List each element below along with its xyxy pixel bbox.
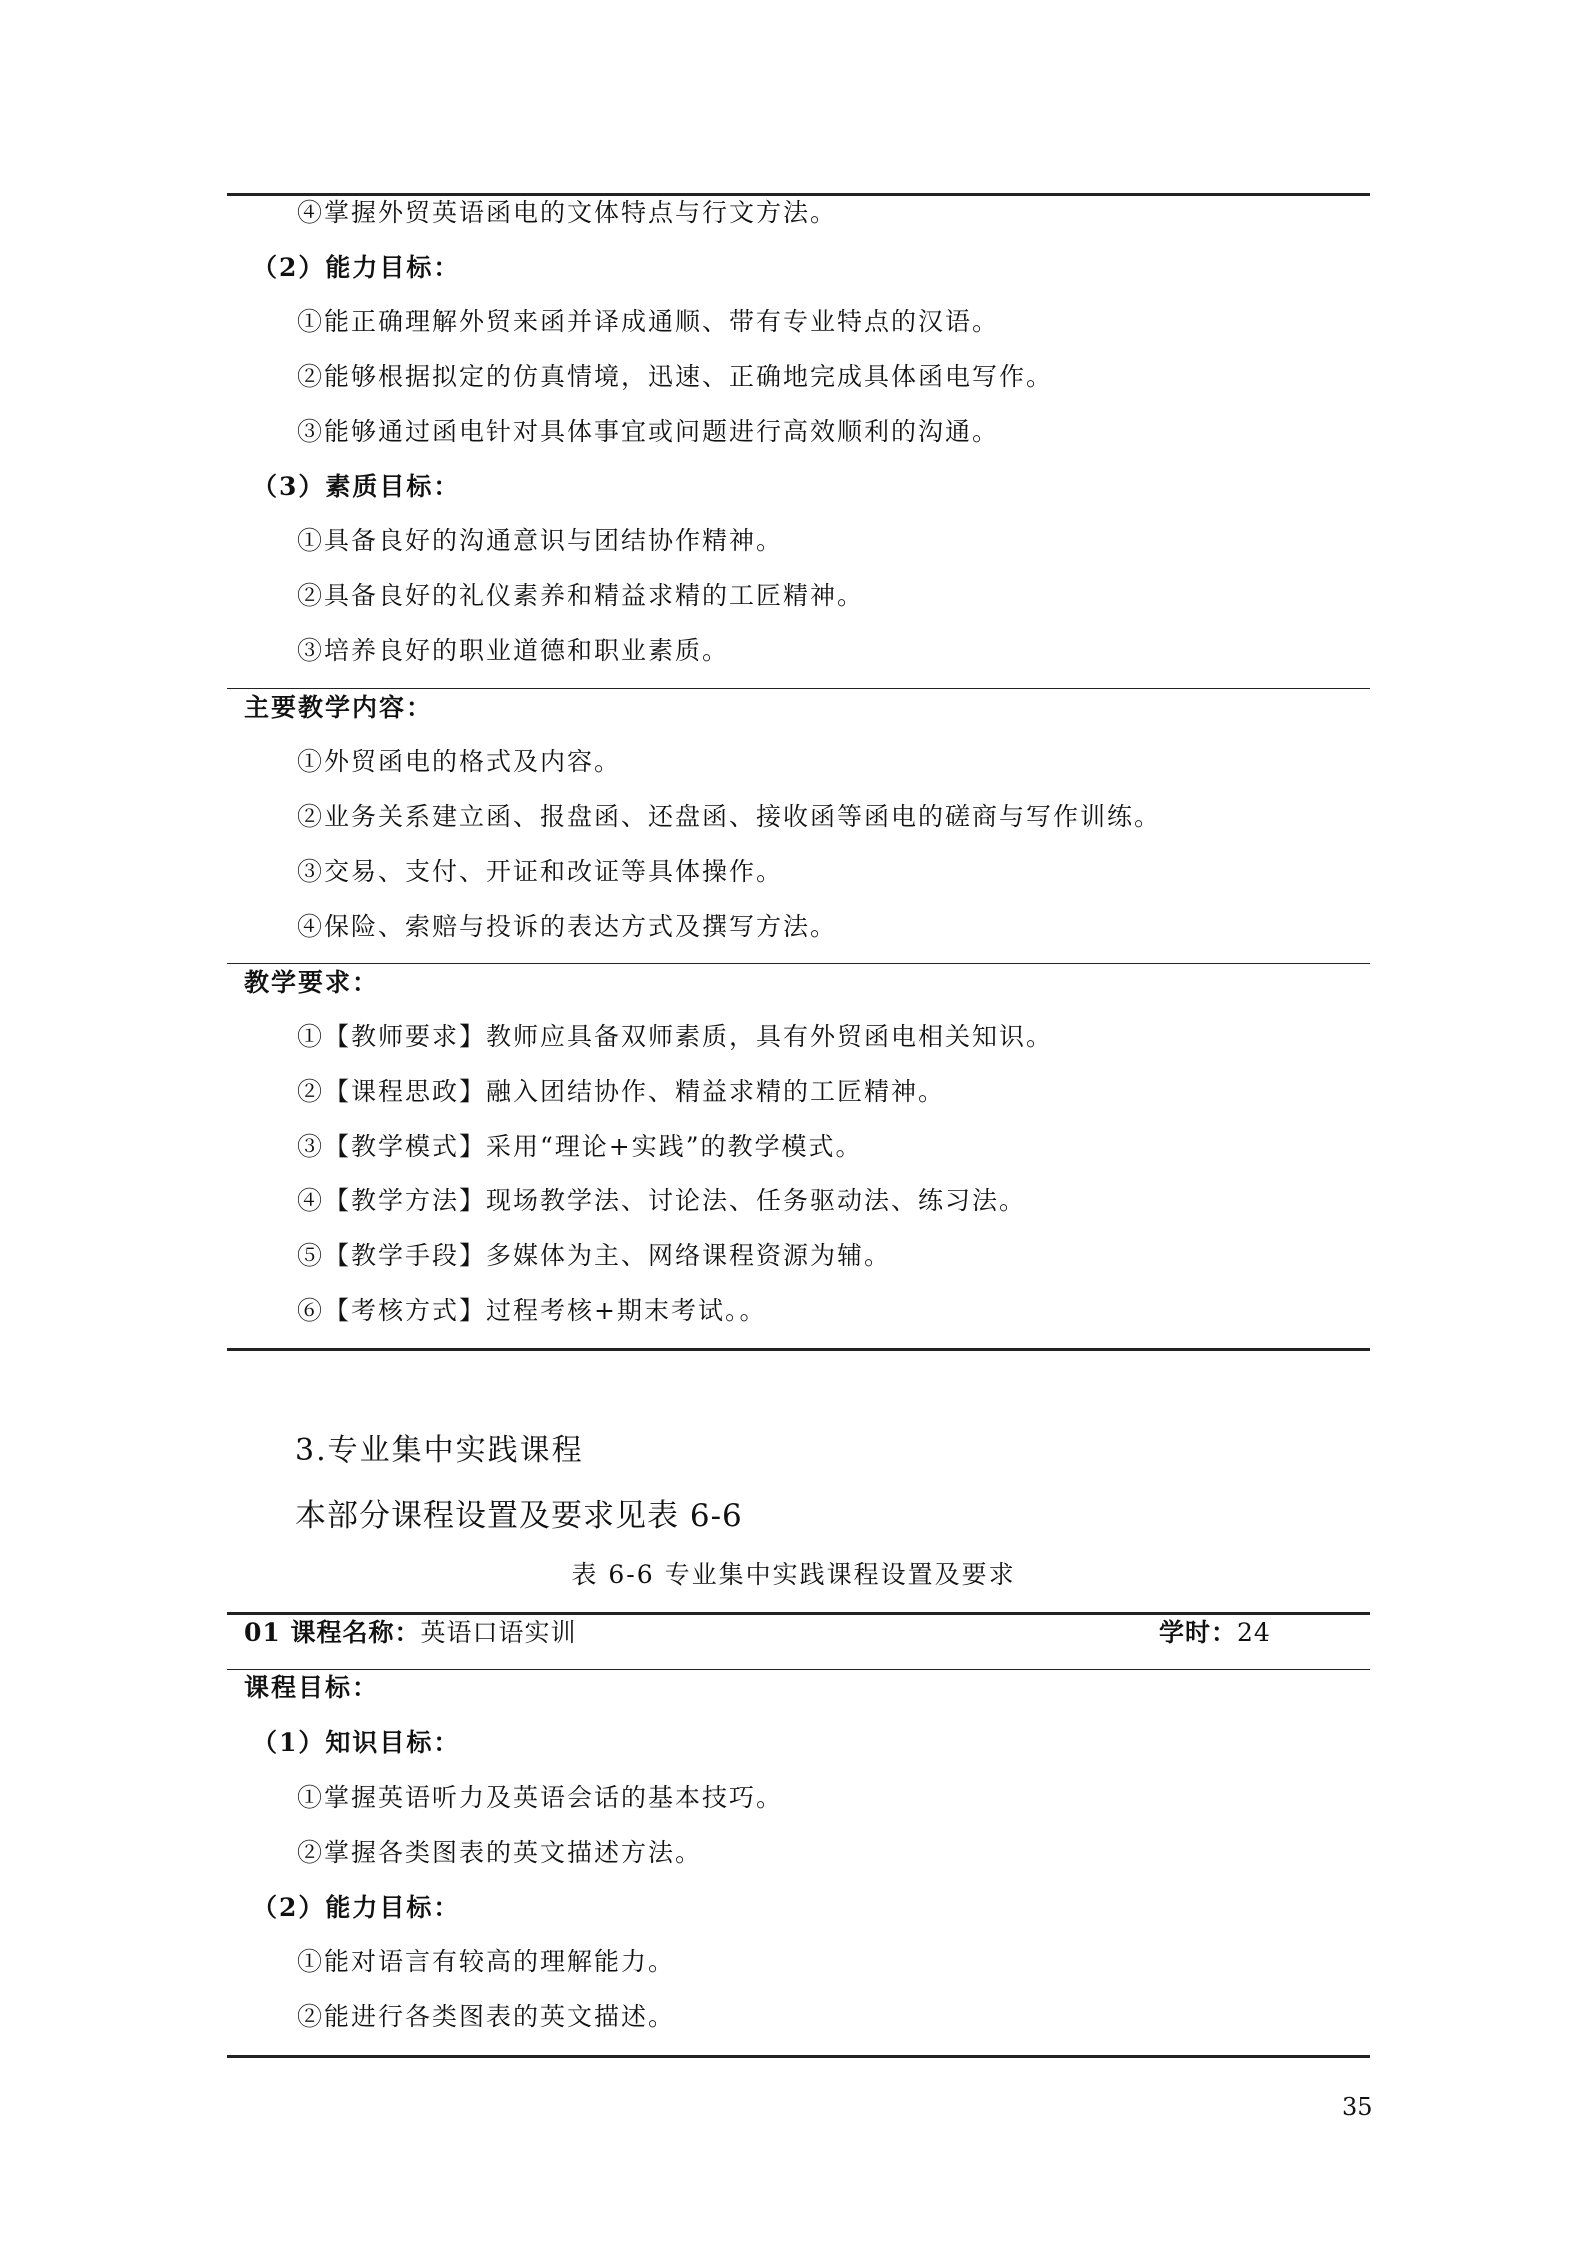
hours-label: 学时：: [1159, 1618, 1238, 1647]
course-hours: [1159, 1617, 1271, 1649]
knowledge-item-4: ④掌握外贸英语函电的文体特点与行文方法。: [297, 198, 838, 227]
content-item: ②业务关系建立函、报盘函、还盘函、接收函等函电的磋商与写作训练。: [297, 802, 1162, 831]
quality-item: ①具备良好的沟通意识与团结协作精神。: [297, 526, 784, 555]
content-item: ①外贸函电的格式及内容。: [297, 747, 622, 776]
requirement-item: ⑥【考核方式】过程考核+期末考试。。: [297, 1296, 767, 1325]
ability-item: ③能够通过函电针对具体事宜或问题进行高效顺利的沟通。: [297, 417, 1000, 446]
quality-item: ②具备良好的礼仪素养和精益求精的工匠精神。: [297, 581, 865, 610]
course-name: 英语口语实训: [420, 1618, 577, 1647]
table-caption: 表 6-6 专业集中实践课程设置及要求: [571, 1560, 1016, 1589]
ability-item: ①能正确理解外贸来函并译成通顺、带有专业特点的汉语。: [297, 307, 1000, 336]
requirements-heading: 教学要求：: [244, 968, 380, 997]
quality-item: ③培养良好的职业道德和职业素质。: [297, 636, 730, 665]
quality-heading: （3）素质目标：: [252, 472, 461, 501]
course-name-label: 01 课程名称：: [244, 1618, 421, 1647]
ability-item: ②能够根据拟定的仿真情境，迅速、正确地完成具体函电写作。: [297, 362, 1054, 391]
goals-heading: 课程目标：: [244, 1673, 380, 1702]
row-divider: [227, 963, 1370, 964]
ability-item: ①能对语言有较高的理解能力。: [297, 1947, 676, 1976]
requirement-item: ④【教学方法】现场教学法、讨论法、任务驱动法、练习法。: [297, 1186, 1027, 1215]
section-title: 3.专业集中实践课程: [295, 1433, 584, 1468]
course-header-row: [244, 1617, 1274, 1649]
table-top-border: [227, 1612, 1370, 1615]
requirement-item: ⑤【教学手段】多媒体为主、网络课程资源为辅。: [297, 1241, 892, 1270]
requirement-item: ③【教学模式】采用“理论+实践”的教学模式。: [297, 1132, 863, 1161]
table-top-border: [227, 193, 1370, 196]
hours-value: 24: [1237, 1618, 1271, 1647]
table-bottom-border: [227, 2055, 1370, 2058]
row-divider: [227, 688, 1370, 689]
ability-heading: （2）能力目标：: [252, 1893, 461, 1922]
knowledge-heading: （1）知识目标：: [252, 1728, 461, 1757]
knowledge-item: ①掌握英语听力及英语会话的基本技巧。: [297, 1783, 784, 1812]
requirement-item: ②【课程思政】融入团结协作、精益求精的工匠精神。: [297, 1077, 946, 1106]
ability-item: ②能进行各类图表的英文描述。: [297, 2002, 676, 2031]
table-bottom-border: [227, 1348, 1370, 1351]
page-number: 35: [1342, 2093, 1373, 2121]
knowledge-item: ②掌握各类图表的英文描述方法。: [297, 1838, 703, 1867]
content-item: ④保险、索赔与投诉的表达方式及撰写方法。: [297, 912, 838, 941]
row-divider: [227, 1669, 1370, 1670]
section-intro: 本部分课程设置及要求见表 6-6: [295, 1498, 743, 1534]
content-heading: 主要教学内容：: [244, 693, 434, 722]
ability-heading: （2）能力目标：: [252, 253, 461, 282]
content-item: ③交易、支付、开证和改证等具体操作。: [297, 857, 784, 886]
requirement-item: ①【教师要求】教师应具备双师素质，具有外贸函电相关知识。: [297, 1022, 1054, 1051]
